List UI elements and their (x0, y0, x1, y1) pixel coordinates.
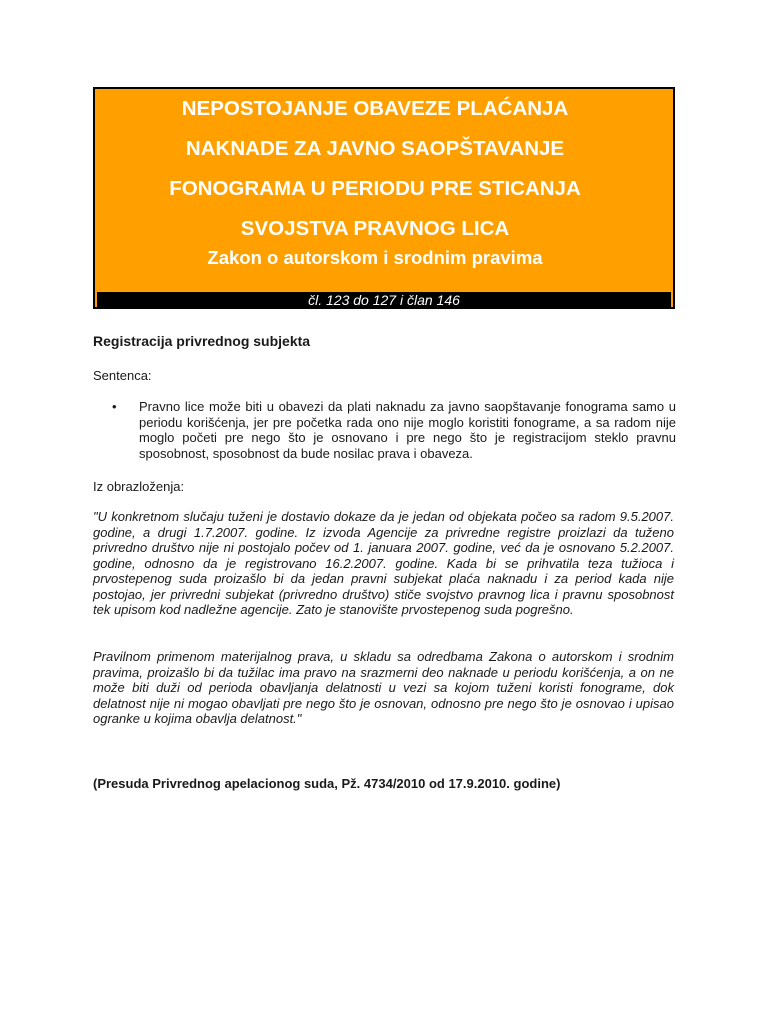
banner-title (95, 89, 655, 249)
court-ruling-citation: (Presuda Privrednog apelacionog suda, Pž. 4734/2010 od 17.9.2010. godine) (93, 776, 561, 791)
section-heading: Registracija privrednog subjekta (93, 333, 311, 349)
reasoning-label: Iz obrazloženja: (93, 479, 185, 494)
banner-title-line: SVOJSTVA PRAVNOG LICA (240, 217, 510, 240)
bullet-icon: • (112, 399, 117, 414)
title-banner (93, 87, 675, 309)
reasoning-quote-paragraph: Pravilnom primenom materijalnog prava, u skladu sa odredbama Zakona o autorskom i srodnim pravima, proizašlo bi da tužilac ima pravo na srazmerni deo naknade u periodu korišćenja, a on ne može biti duži od perioda obavljanja delatnosti u vezi sa kojom tuženi koristi fonograme, dok delatnost nije ni mogao obavljati pre nego što je osnovan, odnosno pre nego što je osnovao i upisao ogranke u kojima obavlja delatnost." (93, 649, 674, 726)
sentence-text: Pravno lice može biti u obavezi da plati naknadu za javno saopštavanje fonograma samo u periodu korišćenja, jer pre početka rada ono nije moglo koristiti fonograme, a sa radom nije moglo početi pre nego što je osnovano i pre nego što je registracijom steklo pravnu sposobnost, sposobnost da bude nosilac prava i obaveza. (139, 399, 676, 461)
sentence-label: Sentenca: (93, 368, 152, 383)
banner-title-line: FONOGRAMA U PERIODU PRE STICANJA (169, 177, 581, 200)
law-name-subtitle: Zakon o autorskom i srodnim pravima (207, 247, 543, 268)
reasoning-quote-paragraph: "U konkretnom slučaju tuženi je dostavio dokaze da je jedan od objekata počeo sa radom 9.5.2007. godine, a drugi 1.7.2007. godine. Iz izvoda Agencije za privredne registre proizlazi da tuženo privredno društvo nije ni postojalo počev od 1. januara 2007. godine, već da je osnovano 5.2.2007. godine, odnosno da je registrovano 16.2.2007. godine. Kada bi se prihvatila teza tužioca i prvostepenog suda proizašlo bi da jedan pravni subjekat plaća naknadu i za period kada nije postojao, jer privredni subjekat (privredno društvo) stiče svojstvo pravnog lica i pravnu sposobnost tek upisom kod nadležne agencije. Zato je stanovište prvostepenog suda pogrešno. (93, 509, 674, 617)
article-reference-bar: čl. 123 do 127 i član 146 (97, 292, 671, 309)
banner-title-line: NAKNADE ZA JAVNO SAOPŠTAVANJE (185, 137, 565, 160)
banner-title-line: NEPOSTOJANJE OBAVEZE PLAĆANJA (181, 97, 569, 120)
